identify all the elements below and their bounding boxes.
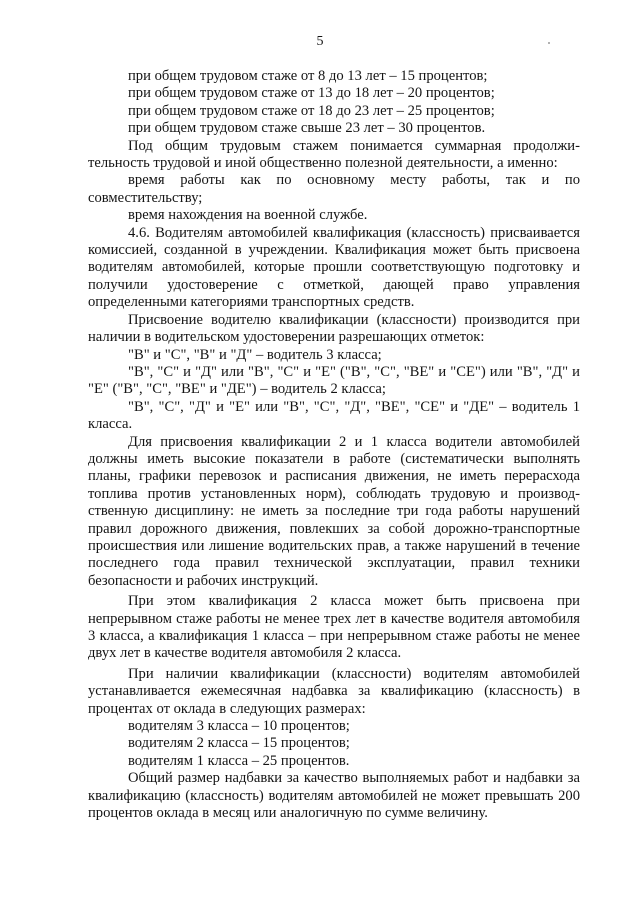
paragraph-bonus-limit: Общий размер надбавки за качество выполняемых работ и надбавки за квалификацию (классность) водителям автомобилей не может превышать 200 процентов оклада в месяц или аналогичную по сумме величину. xyxy=(88,770,580,822)
paragraph-class-1-categories: "В", "С", "Д" и "Е" или "В", "С", "Д", "ВЕ", "СЕ" и "ДЕ" – водитель 1 класса. xyxy=(88,398,580,433)
paragraph-qualification-assignment: Присвоение водителю квалификации (классности) производится при наличии в водительском удостоверении разрешающих отметок: xyxy=(88,311,580,346)
page-number: 5 xyxy=(316,34,324,49)
paragraph-bonus-18-23: при общем трудовом стаже от 18 до 23 лет – 25 процентов; xyxy=(128,102,495,119)
paragraph-class-3-bonus: водителям 3 класса – 10 процентов; xyxy=(128,718,350,735)
document-body xyxy=(88,68,580,822)
paragraph-main-work-time: время работы как по основному месту работы, так и по совместительству; xyxy=(88,172,580,206)
paragraph-bonus-13-18: при общем трудовом стаже от 13 до 18 лет – 20 процентов; xyxy=(128,85,495,102)
paragraph-class-3-categories: "В" и "С", "В" и "Д" – водитель 3 класса; xyxy=(128,346,382,363)
paragraph-continuous-experience: При этом квалификация 2 класса может быть присвоена при непрерывном стаже работы не менее трех лет в качестве водителя автомобиля 3 класса, а квалификация 1 класса – при непрерывном стаже работы не менее двух лет в качестве водителя автомобиля 2 класса. xyxy=(88,593,580,662)
paragraph-military-service: время нахождения на военной службе. xyxy=(128,207,368,224)
paragraph-section-4-6: 4.6. Водителям автомобилей квалификация (классность) присваивается комиссией, созданной в учреждении. Квалификация может быть присвоена водителям автомобилей, которые прошли соответствующую подготовку и получили удостоверение с отметкой, дающей право управления определенными категориями транспортных средств. xyxy=(88,224,580,311)
paragraph-class-2-bonus: водителям 2 класса – 15 процентов; xyxy=(128,735,350,752)
paragraph-class-2-categories: "В", "С" и "Д" или "В", "С" и "Е" ("В", "С", "ВЕ" и "СЕ") или "В", "Д" и "Е" ("В", "С", "ВЕ" и "ДЕ") – водитель 2 класса; xyxy=(88,363,580,398)
scan-speck xyxy=(548,42,550,44)
paragraph-bonus-8-13: при общем трудовом стаже от 8 до 13 лет – 15 процентов; xyxy=(128,68,488,84)
paragraph-monthly-bonus: При наличии квалификации (классности) водителям автомобилей устанавливается ежемесячная надбавка за квалификацию (классность) в процентах от оклада в следующих размерах: xyxy=(88,665,580,717)
paragraph-bonus-over-23: при общем трудовом стаже свыше 23 лет – 30 процентов. xyxy=(128,120,486,137)
paragraph-class-1-bonus: водителям 1 класса – 25 процентов. xyxy=(128,752,350,769)
paragraph-class-2-1-requirements: Для присвоения квалификации 2 и 1 класса водители автомобилей должны иметь высокие показатели в работе (систематически выполнять планы, графики перевозок и расписания движения, не иметь перерасхода топлива против установленных норм), соблюдать трудовую и производственную дисциплину: не иметь за последние три года работы нарушений правил дорожного движения, повлекших за собой дорожно-транспортные происшествия или лишение водительских прав, а также нарушений в течение последнего года правил технической эксплуатации, правил техники безопасности и рабочих инструкций. xyxy=(88,433,580,589)
paragraph-total-experience-definition: Под общим трудовым стажем понимается суммарная продолжительность трудовой и иной общественно полезной деятельности, а именно: xyxy=(88,137,580,172)
